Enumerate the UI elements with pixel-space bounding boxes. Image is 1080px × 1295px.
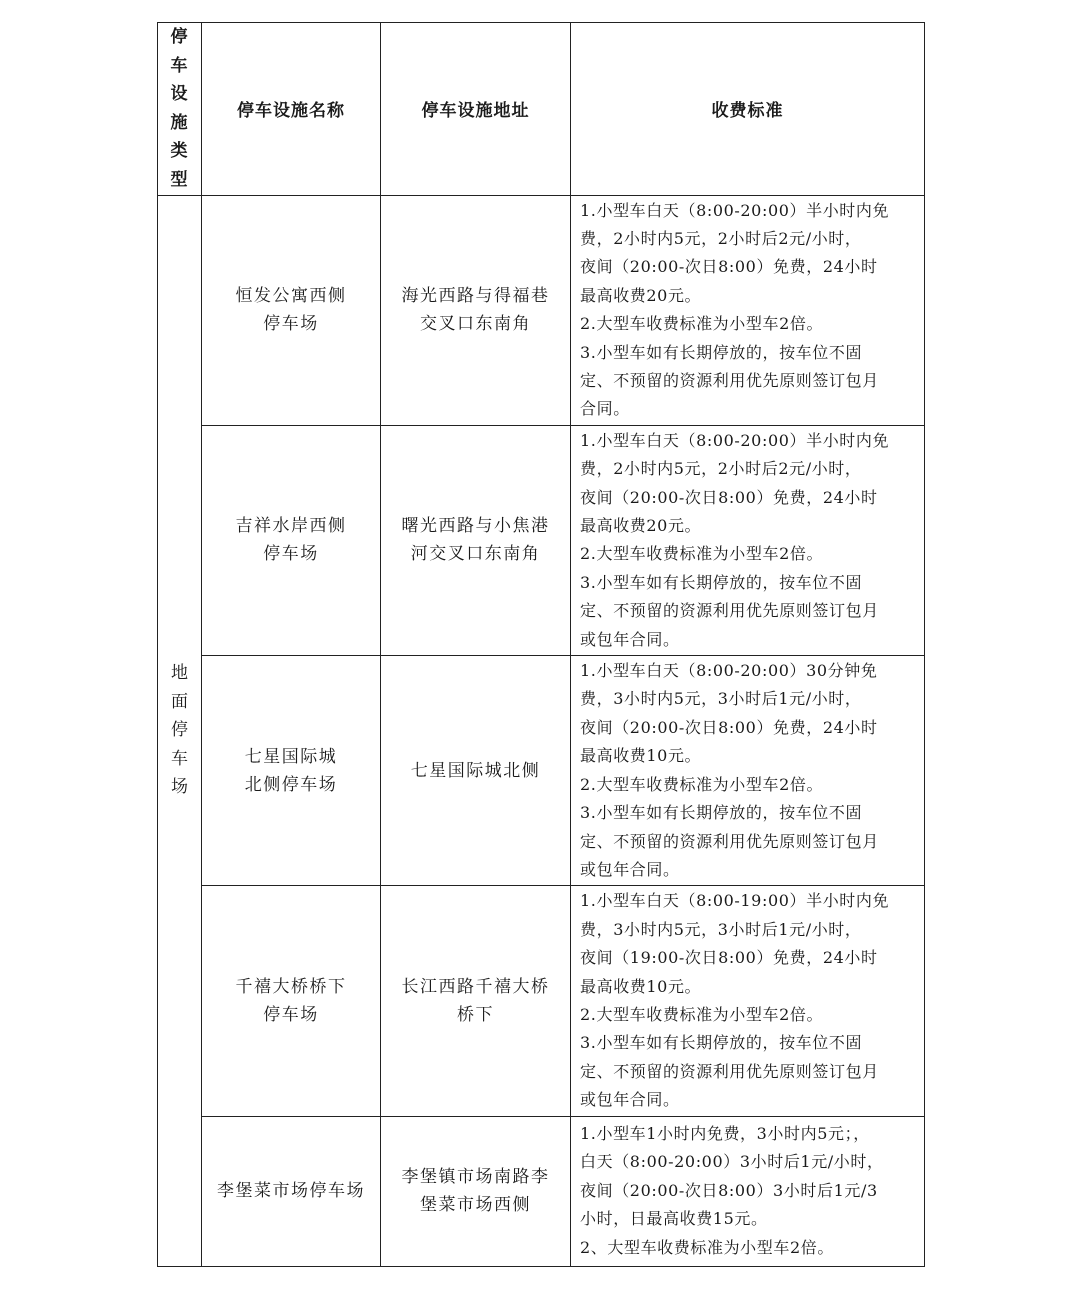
facility-name-line: 千禧大桥桥下 <box>235 976 347 997</box>
facility-name-cell <box>202 656 381 886</box>
header-facility-type-chars: 停 车 设 施 类 型 <box>170 27 189 190</box>
parking-fee-table <box>157 22 925 1267</box>
fee-standard-line: 3.小型车如有长期停放的，按车位不固 <box>580 803 863 823</box>
fee-standard-line: 夜间（20:00-次日8:00）3小时后1元/3 <box>580 1180 878 1200</box>
header-facility-type <box>158 23 202 196</box>
fee-standard-line: 3.小型车如有长期停放的，按车位不固 <box>580 572 863 592</box>
facility-name-line: 北侧停车场 <box>244 774 338 795</box>
facility-type-chars: 地 面 停 车 场 <box>171 663 188 798</box>
table-row <box>158 656 925 886</box>
fee-standard-line: 定、不预留的资源利用优先原则签订包月 <box>580 371 879 390</box>
facility-name-line: 吉祥水岸西侧 <box>235 516 347 537</box>
fee-standard-line: 最高收费20元。 <box>580 516 702 536</box>
facility-address-line: 桥下 <box>457 1004 494 1025</box>
facility-name-line: 停车场 <box>263 544 319 565</box>
header-row <box>158 23 925 196</box>
fee-standard-line: 或包年合同。 <box>580 1090 680 1110</box>
table-row <box>158 1116 925 1266</box>
facility-address-line: 交叉口东南角 <box>420 314 531 335</box>
facility-type-cell <box>158 195 202 1266</box>
header-fee-standard: 收费标准 <box>571 23 925 196</box>
header-facility-address: 停车设施地址 <box>381 23 571 196</box>
fee-standard-line: 费，3小时内5元，3小时后1元/小时， <box>580 689 862 709</box>
facility-address-line: 李堡镇市场南路李 <box>401 1167 550 1188</box>
facility-name-cell <box>202 1116 381 1266</box>
fee-standard-line: 或包年合同。 <box>580 629 680 649</box>
fee-standard-line: 费，2小时内5元，2小时后2元/小时， <box>580 228 862 248</box>
fee-standard-line: 2.大型车收费标准为小型车2倍。 <box>580 314 824 334</box>
fee-standard-line: 1.小型车白天（8:00-19:00）半小时内免 <box>580 891 890 911</box>
fee-standard-line: 夜间（20:00-次日8:00）免费，24小时 <box>580 717 878 737</box>
facility-name-line: 李堡菜市场停车场 <box>217 1181 365 1202</box>
fee-standard-line: 1.小型车白天（8:00-20:00）30分钟免 <box>580 661 878 681</box>
fee-standard-cell <box>571 886 925 1116</box>
facility-address-cell <box>381 656 571 886</box>
facility-name-line: 恒发公寓西侧 <box>235 286 347 307</box>
facility-name-cell <box>202 425 381 655</box>
table-row <box>158 195 925 425</box>
fee-standard-line: 1.小型车白天（8:00-20:00）半小时内免 <box>580 200 890 220</box>
facility-address-line: 堡菜市场西侧 <box>420 1195 531 1216</box>
fee-standard-line: 夜间（20:00-次日8:00）免费，24小时 <box>580 257 878 277</box>
facility-name-line: 七星国际城 <box>244 746 338 767</box>
facility-address-line: 曙光西路与小焦港 <box>401 516 550 537</box>
fee-standard-line: 最高收费10元。 <box>580 746 702 766</box>
fee-standard-cell <box>571 425 925 655</box>
fee-standard-cell <box>571 195 925 425</box>
facility-address-line: 长江西路千禧大桥 <box>401 976 550 997</box>
fee-standard-line: 2.大型车收费标准为小型车2倍。 <box>580 544 824 564</box>
facility-address-cell <box>381 195 571 425</box>
fee-standard-line: 小时，日最高收费15元。 <box>580 1209 768 1229</box>
facility-address-cell <box>381 425 571 655</box>
fee-standard-line: 2.大型车收费标准为小型车2倍。 <box>580 774 824 794</box>
table-row <box>158 886 925 1116</box>
fee-standard-line: 定、不预留的资源利用优先原则签订包月 <box>580 831 879 851</box>
fee-standard-line: 定、不预留的资源利用优先原则签订包月 <box>580 1061 879 1081</box>
fee-standard-line: 合同。 <box>580 399 630 419</box>
fee-standard-line: 2.大型车收费标准为小型车2倍。 <box>580 1004 824 1024</box>
facility-name-cell <box>202 195 381 425</box>
facility-address-cell <box>381 1116 571 1266</box>
table-row <box>158 425 925 655</box>
fee-standard-line: 3.小型车如有长期停放的，按车位不固 <box>580 1033 863 1053</box>
fee-standard-line: 费，3小时内5元，3小时后1元/小时， <box>580 919 862 939</box>
header-facility-name: 停车设施名称 <box>202 23 381 196</box>
fee-standard-line: 夜间（20:00-次日8:00）免费，24小时 <box>580 487 878 507</box>
facility-name-cell <box>202 886 381 1116</box>
fee-standard-line: 或包年合同。 <box>580 859 680 879</box>
fee-standard-line: 夜间（19:00-次日8:00）免费，24小时 <box>580 948 878 968</box>
facility-name-line: 停车场 <box>263 314 319 335</box>
fee-standard-line: 1.小型车1小时内免费，3小时内5元；， <box>580 1124 870 1144</box>
facility-name-line: 停车场 <box>263 1004 319 1025</box>
fee-standard-line: 费，2小时内5元，2小时后2元/小时， <box>580 459 862 479</box>
facility-address-cell <box>381 886 571 1116</box>
fee-standard-line: 1.小型车白天（8:00-20:00）半小时内免 <box>580 430 890 450</box>
fee-standard-cell <box>571 1116 925 1266</box>
fee-standard-line: 3.小型车如有长期停放的，按车位不固 <box>580 342 863 362</box>
fee-standard-cell <box>571 656 925 886</box>
fee-standard-line: 最高收费10元。 <box>580 976 702 996</box>
fee-standard-line: 最高收费20元。 <box>580 285 702 305</box>
fee-standard-line: 白天（8:00-20:00）3小时后1元/小时， <box>580 1152 884 1172</box>
facility-address-line: 七星国际城北侧 <box>410 760 541 781</box>
facility-address-line: 海光西路与得福巷 <box>401 286 550 307</box>
fee-standard-line: 2、大型车收费标准为小型车2倍。 <box>580 1237 834 1257</box>
facility-address-line: 河交叉口东南角 <box>410 544 541 565</box>
fee-standard-line: 定、不预留的资源利用优先原则签订包月 <box>580 601 879 621</box>
